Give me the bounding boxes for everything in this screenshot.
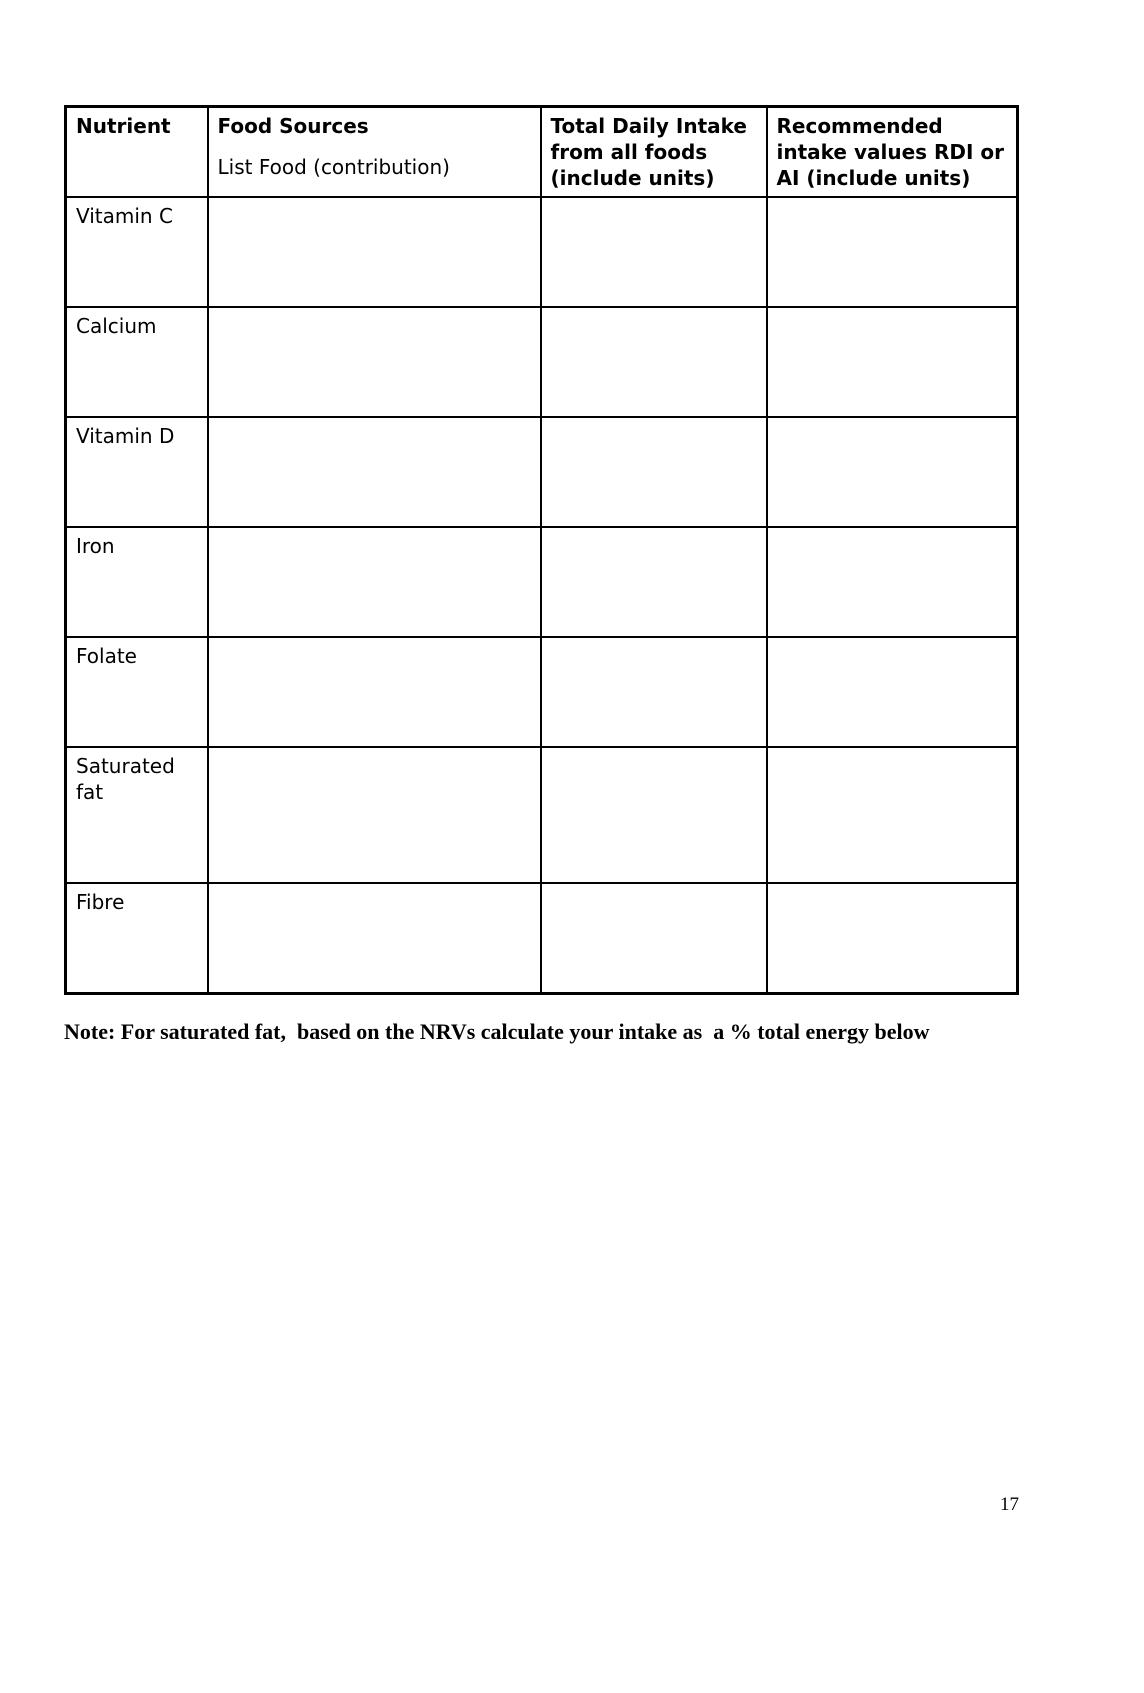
column-header-total-daily-intake <box>541 107 767 198</box>
recommended-intake-cell <box>767 883 1018 993</box>
table-row <box>66 197 1018 307</box>
food-sources-cell <box>208 883 541 993</box>
food-sources-cell <box>208 747 541 883</box>
nutrient-label: Folate <box>66 637 208 747</box>
recommended-intake-cell <box>767 747 1018 883</box>
column-header-nutrient <box>66 107 208 198</box>
total-daily-intake-cell <box>541 197 767 307</box>
nutrient-label: Calcium <box>66 307 208 417</box>
food-sources-cell <box>208 527 541 637</box>
column-header-label: Total Daily Intake from all foods (include units) <box>550 114 747 190</box>
recommended-intake-cell <box>767 197 1018 307</box>
nutrient-label: Saturated fat <box>66 747 208 883</box>
total-daily-intake-cell <box>541 307 767 417</box>
table-row <box>66 883 1018 993</box>
food-sources-cell <box>208 417 541 527</box>
table-row <box>66 417 1018 527</box>
table-row <box>66 527 1018 637</box>
nutrient-label: Vitamin D <box>66 417 208 527</box>
note-text: Note: For saturated fat, based on the NRVs calculate your intake as a % total energy below <box>64 1019 930 1044</box>
total-daily-intake-cell <box>541 417 767 527</box>
column-header-label: Nutrient <box>76 114 171 138</box>
table-row <box>66 747 1018 883</box>
column-header-recommended-intake <box>767 107 1018 198</box>
total-daily-intake-cell <box>541 747 767 883</box>
total-daily-intake-cell <box>541 883 767 993</box>
column-header-label: Food Sources <box>217 114 369 138</box>
table-row <box>66 637 1018 747</box>
column-header-sublabel: List Food (contribution) <box>217 155 450 179</box>
column-header-food-sources <box>208 107 541 198</box>
column-header-label: Recommended intake values RDI or AI (include units) <box>776 114 1005 190</box>
total-daily-intake-cell <box>541 637 767 747</box>
food-sources-cell <box>208 637 541 747</box>
recommended-intake-cell <box>767 637 1018 747</box>
total-daily-intake-cell <box>541 527 767 637</box>
page-number: 17 <box>1000 1494 1019 1515</box>
recommended-intake-cell <box>767 307 1018 417</box>
recommended-intake-cell <box>767 527 1018 637</box>
food-sources-cell <box>208 307 541 417</box>
nutrient-intake-table <box>64 105 1019 995</box>
food-sources-cell <box>208 197 541 307</box>
nutrient-label: Vitamin C <box>66 197 208 307</box>
nutrient-label: Fibre <box>66 883 208 993</box>
recommended-intake-cell <box>767 417 1018 527</box>
nutrient-label: Iron <box>66 527 208 637</box>
table-header-row <box>66 107 1018 198</box>
table-row <box>66 307 1018 417</box>
